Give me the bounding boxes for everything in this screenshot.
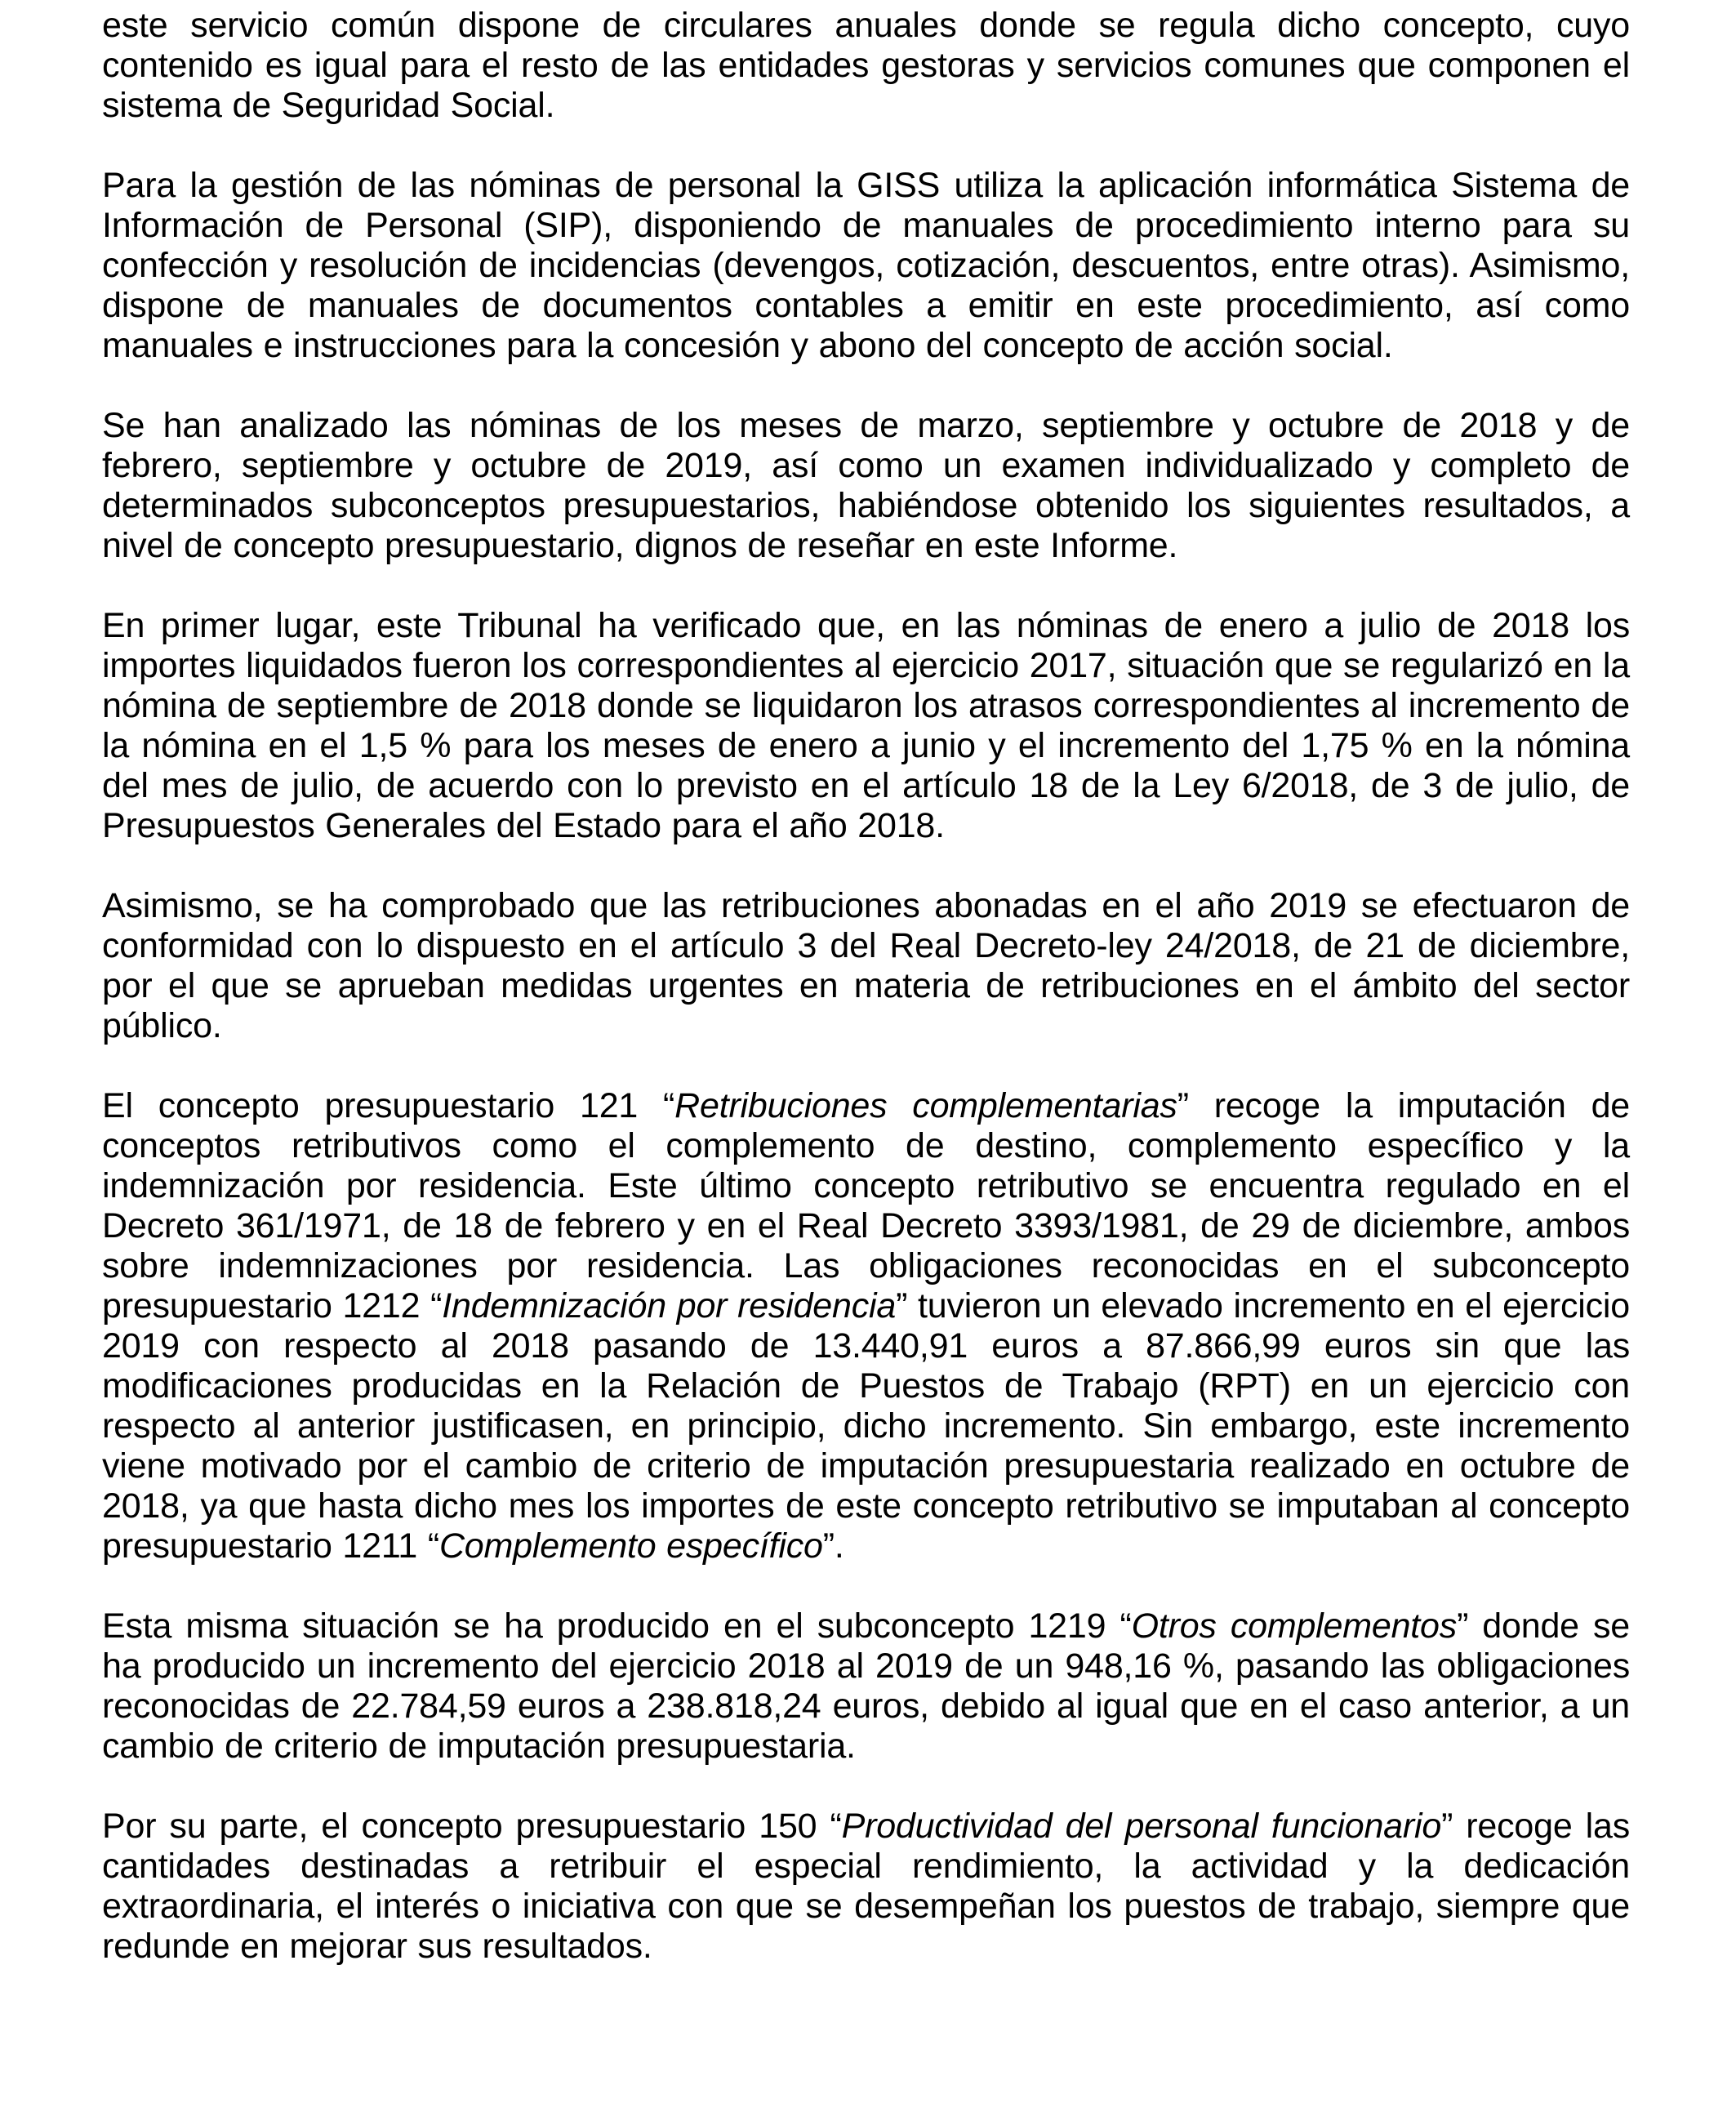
paragraph xyxy=(102,1807,1630,1967)
text-segment: ” donde se ha producido un incremento del ejercicio 2018 al 2019 de un 948,16 %, pasando las obligaciones reconocidas de 22.784,59 euros a 238.818,24 euros, debido al igual que en el caso anterior, a un cambio de criterio de imputación presupuestaria. xyxy=(102,1606,1631,1766)
paragraph xyxy=(102,166,1630,366)
text-segment: ” recoge la imputación de conceptos retributivos como el complemento de destino, complemento específico y la indemnización por residencia. Este último concepto retributivo se encuentra regulado en el Decreto 361/1971, de 18 de febrero y en el Real Decreto 3393/1981, de 29 de diciembre, ambos sobre indemnizaciones por residencia. Las obligaciones reconocidas en el subconcepto presupuestario 1212 “ xyxy=(102,1086,1630,1326)
document-body xyxy=(102,6,1630,1967)
text-segment-italic: Indemnización por residencia xyxy=(442,1286,897,1326)
text-segment: Para la gestión de las nóminas de personal la GISS utiliza la aplicación informática Sistema de Información de Personal (SIP), disponiendo de manuales de procedimiento interno para su confección y resolución de incidencias (devengos, cotización, descuentos, entre otras). Asimismo, dispone de manuales de documentos contables a emitir en este procedimiento, así como manuales e instrucciones para la concesión y abono del concepto de acción social. xyxy=(102,166,1630,365)
paragraph xyxy=(102,6,1630,126)
text-segment: ”. xyxy=(822,1526,844,1566)
text-segment: Se han analizado las nóminas de los meses de marzo, septiembre y octubre de 2018 y de febrero, septiembre y octubre de 2019, así como un examen individualizado y completo de determinados subconceptos presupuestarios, habiéndose obtenido los siguientes resultados, a nivel de concepto presupuestario, dignos de reseñar en este Informe. xyxy=(102,406,1630,565)
text-segment-italic: Otros complementos xyxy=(1131,1606,1458,1646)
text-segment: ” tuvieron un elevado incremento en el ejercicio 2019 con respecto al 2018 pasando de 13.440,91 euros a 87.866,99 euros sin que las modificaciones producidas en la Relación de Puestos de Trabajo (RPT) en un ejercicio con respecto al anterior justificasen, en principio, dicho incremento. Sin embargo, este incremento viene motivado por el cambio de criterio de imputación presupuestaria realizado en octubre de 2018, ya que hasta dicho mes los importes de este concepto retributivo se imputaban al concepto presupuestario 1211 “ xyxy=(102,1286,1631,1566)
text-segment-italic: Retribuciones complementarias xyxy=(674,1086,1177,1125)
text-segment: Por su parte, el concepto presupuestario 150 “ xyxy=(102,1807,842,1846)
text-segment-italic: Complemento específico xyxy=(438,1526,823,1566)
paragraph xyxy=(102,406,1630,566)
text-segment: El concepto presupuestario 121 “ xyxy=(102,1086,675,1125)
paragraph xyxy=(102,886,1630,1046)
text-segment: Esta misma situación se ha producido en el subconcepto 1219 “ xyxy=(102,1606,1132,1646)
paragraph xyxy=(102,1086,1630,1566)
paragraph xyxy=(102,606,1630,846)
text-segment-italic: Productividad del personal funcionario xyxy=(841,1807,1442,1846)
paragraph xyxy=(102,1606,1630,1767)
text-segment: este servicio común dispone de circulares anuales donde se regula dicho concepto, cuyo contenido es igual para el resto de las entidades gestoras y servicios comunes que componen el sistema de Seguridad Social. xyxy=(102,6,1630,125)
text-segment: ” recoge las cantidades destinadas a retribuir el especial rendimiento, la actividad y la dedicación extraordinaria, el interés o iniciativa con que se desempeñan los puestos de trabajo, siempre que redunde en mejorar sus resultados. xyxy=(102,1807,1631,1966)
text-segment: Asimismo, se ha comprobado que las retribuciones abonadas en el año 2019 se efectuaron de conformidad con lo dispuesto en el artículo 3 del Real Decreto-ley 24/2018, de 21 de diciembre, por el que se aprueban medidas urgentes en materia de retribuciones en el ámbito del sector público. xyxy=(102,886,1630,1045)
text-segment: En primer lugar, este Tribunal ha verificado que, en las nóminas de enero a julio de 2018 los importes liquidados fueron los correspondientes al ejercicio 2017, situación que se regularizó en la nómina de septiembre de 2018 donde se liquidaron los atrasos correspondientes al incremento de la nómina en el 1,5 % para los meses de enero a junio y el incremento del 1,75 % en la nómina del mes de julio, de acuerdo con lo previsto en el artículo 18 de la Ley 6/2018, de 3 de julio, de Presupuestos Generales del Estado para el año 2018. xyxy=(102,606,1630,845)
